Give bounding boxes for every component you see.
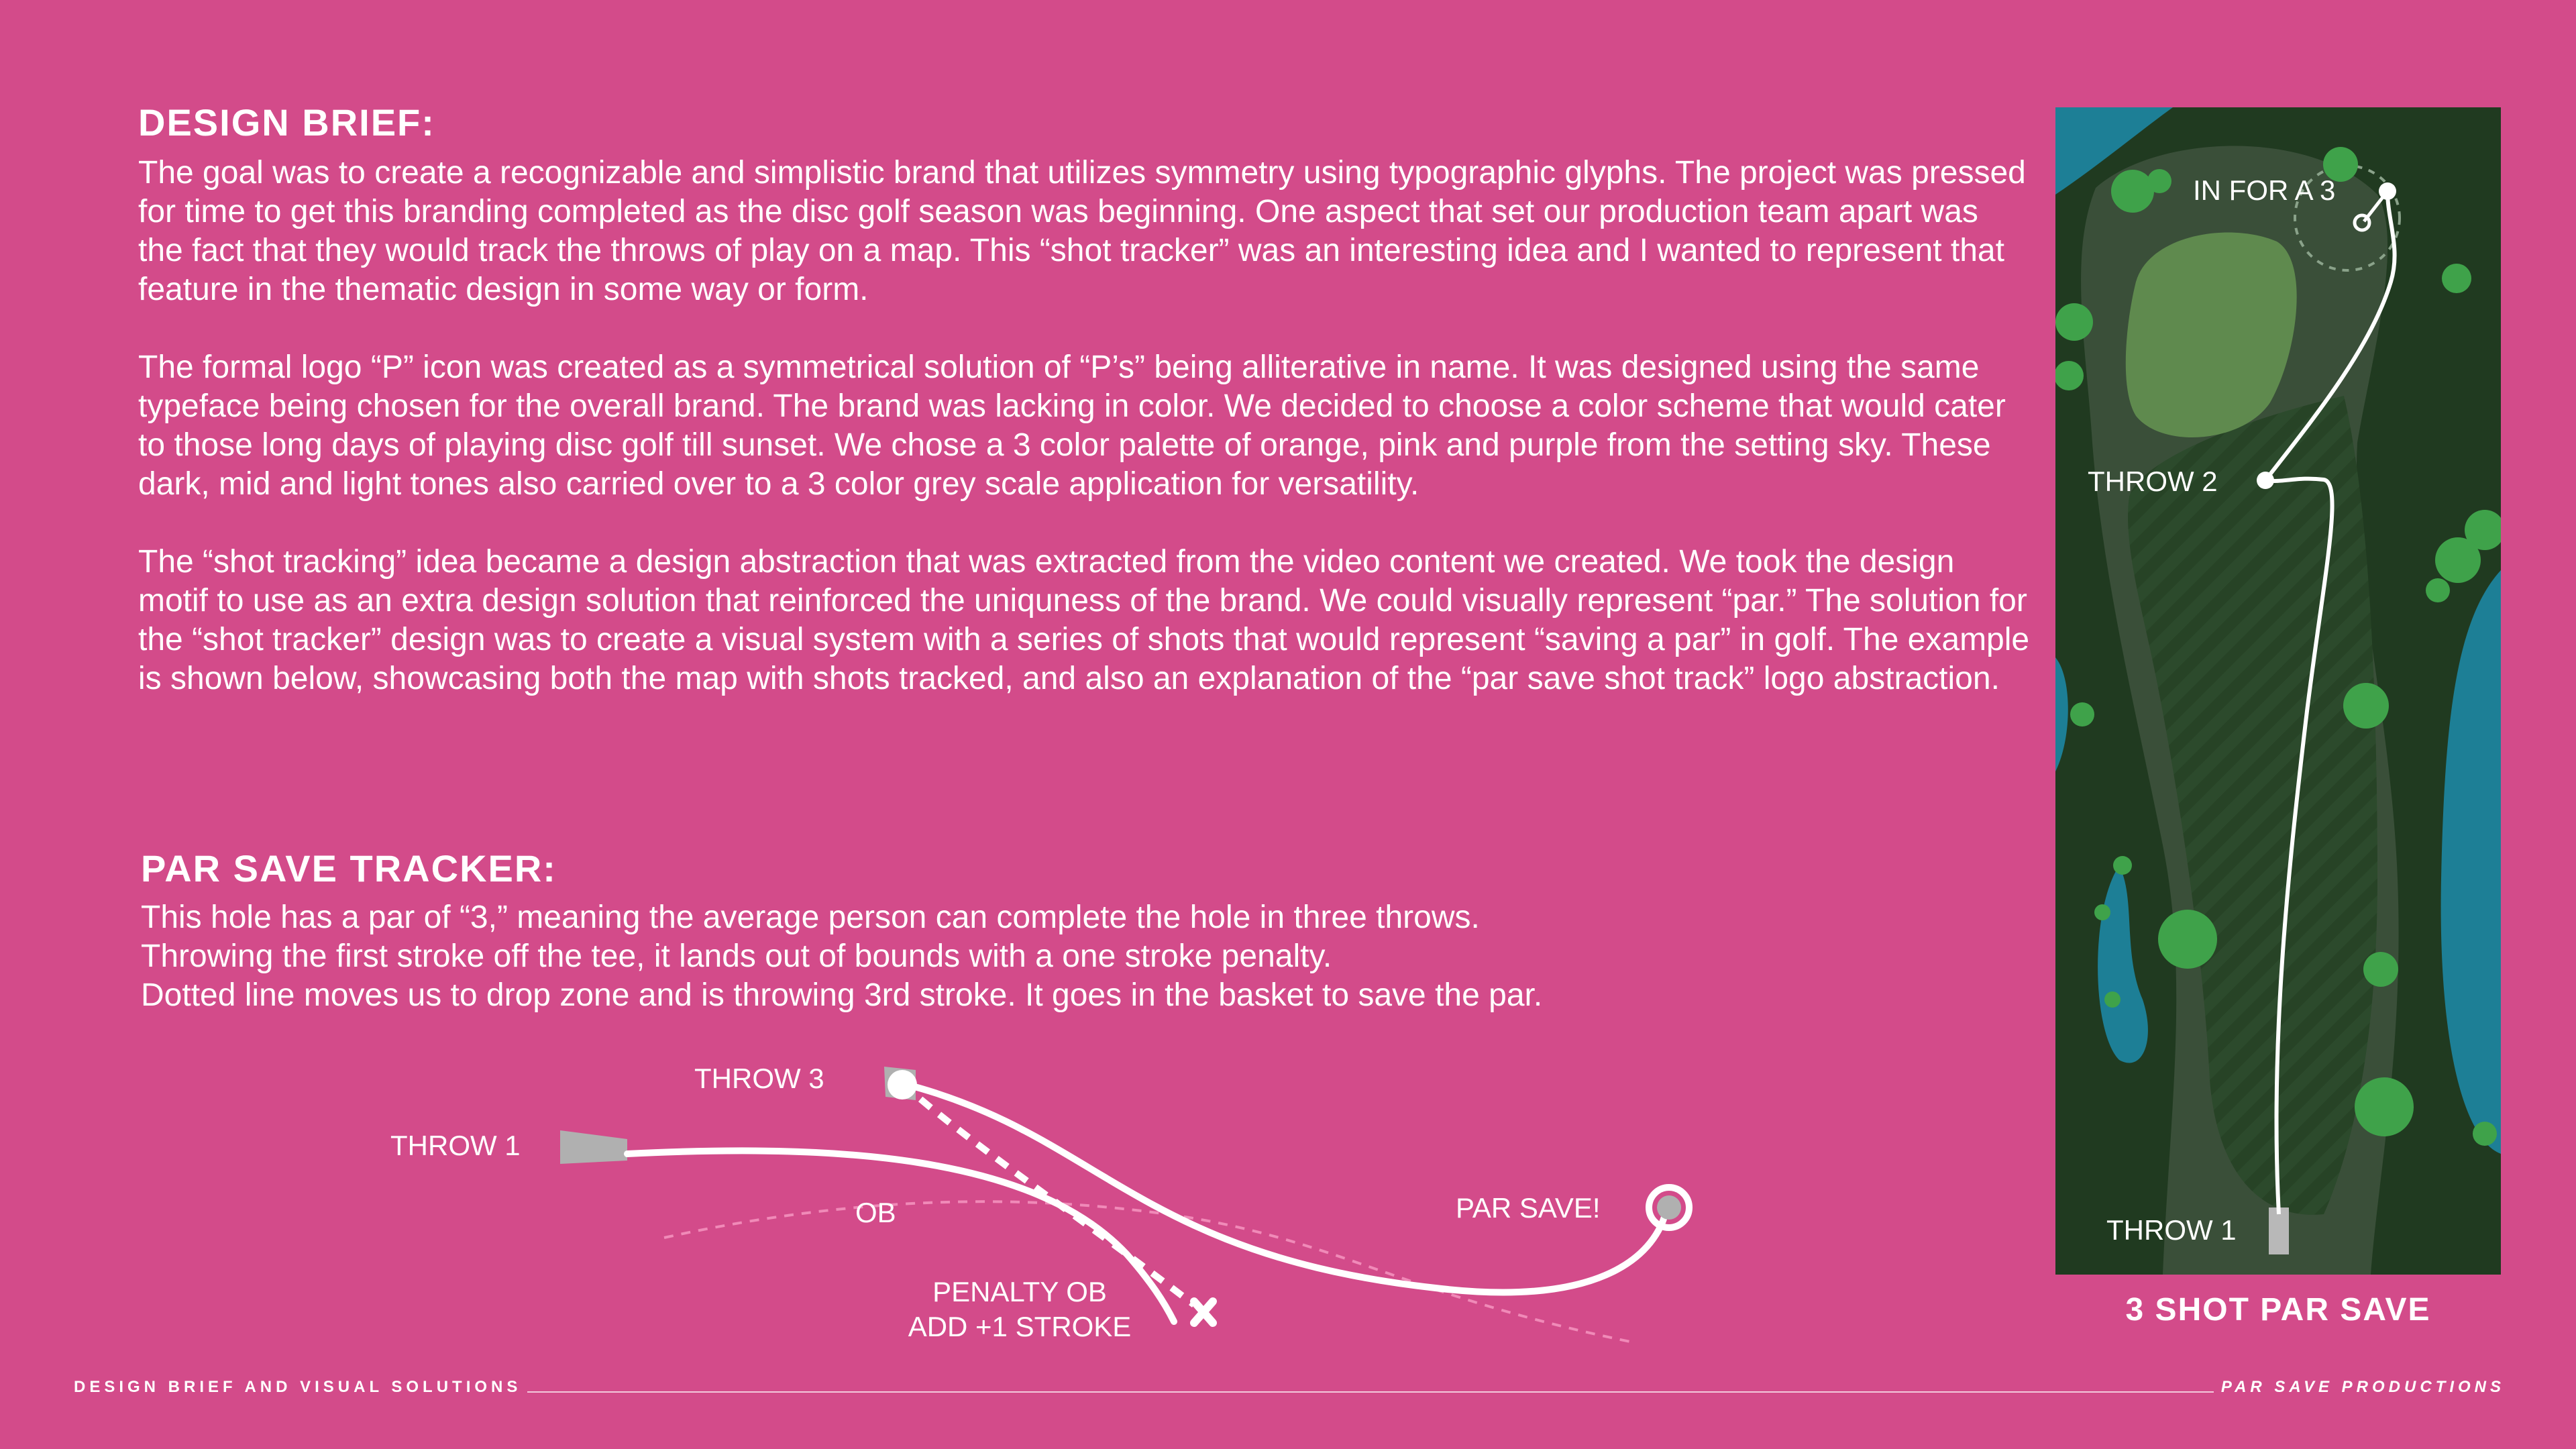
footer-divider: [527, 1391, 2214, 1393]
basket-center: [1657, 1195, 1681, 1220]
map-caption: 3 SHOT PAR SAVE: [2125, 1292, 2431, 1328]
brief-paragraph-3: The “shot tracking” idea became a design abstraction that was extracted from the video content we created. We took the design motif to use as an extra design solution that reinforced the uniquness of the brand. We could visually represent “par.” The solution for the “shot tracker” design was to create a visual system with a series of shots that would represent “saving a par” in golf. The example is shown below, showcasing both the map with shots tracked, and also an explanation of the “par save shot track” logo abstraction.: [138, 544, 2030, 696]
footer-right: PAR SAVE PRODUCTIONS: [2220, 1378, 2505, 1396]
brief-paragraph-1: The goal was to create a recognizable and simplistic brand that utilizes symmetry using typographic glyphs. The project was pressed for time to get this branding completed as the disc golf season was beginning. One aspect that set our production team apart was the fact that they would track the throws of play on a map. This “shot tracker” was an interesting idea and I wanted to represent that feature in the thematic design in some way or form.: [138, 155, 2026, 307]
map-tee-icon: [2269, 1208, 2289, 1254]
hole-map: [2055, 107, 2501, 1275]
penalty-label-line2: ADD +1 STROKE: [908, 1311, 1132, 1342]
map-throw3-dot: [2379, 182, 2396, 200]
tracker-line-1: This hole has a par of “3,” meaning the average person can complete the hole in three throws.: [141, 900, 1480, 935]
map-in-for-label: IN FOR A 3: [2193, 174, 2336, 206]
map-throw1-label: THROW 1: [2106, 1214, 2237, 1246]
par-save-label: PAR SAVE!: [1456, 1192, 1601, 1224]
par-save-tracker: [141, 847, 1952, 1015]
throw3-label: THROW 3: [694, 1063, 824, 1094]
drop-zone-dotted-line: [902, 1083, 1194, 1305]
footer-left: DESIGN BRIEF AND VISUAL SOLUTIONS: [74, 1378, 522, 1396]
design-brief: [138, 101, 2030, 737]
throw1-tee-icon: [560, 1130, 627, 1164]
design-brief-heading: DESIGN BRIEF:: [138, 101, 435, 144]
tracker-heading: PAR SAVE TRACKER:: [141, 847, 557, 890]
penalty-x-icon: [1194, 1301, 1213, 1323]
throw3-start-dot: [888, 1070, 917, 1099]
brief-paragraph-2: The formal logo “P” icon was created as a symmetrical solution of “P’s” being alliterative in name. It was designed using the same typeface being chosen for the overall brand. The brand was lacking in color. We decided to choose a color scheme that would cater to those long days of playing disc golf till sunset. We chose a 3 color palette of orange, pink and purple from the setting sky. These dark, mid and light tones also carried over to a 3 color grey scale application for versatility.: [138, 350, 2006, 502]
tracker-line-3: Dotted line moves us to drop zone and is throwing 3rd stroke. It goes in the basket to save the par.: [141, 977, 1543, 1013]
map-throw2-label: THROW 2: [2088, 466, 2218, 497]
tracker-line-2: Throwing the first stroke off the tee, it lands out of bounds with a one stroke penalty.: [141, 938, 1332, 974]
ob-label: OB: [855, 1197, 896, 1228]
throw1-label: THROW 1: [390, 1130, 521, 1161]
map-throw2-dot: [2257, 472, 2274, 489]
penalty-label-line1: PENALTY OB: [932, 1276, 1107, 1307]
shot-tracker-diagram: [362, 1033, 1704, 1355]
